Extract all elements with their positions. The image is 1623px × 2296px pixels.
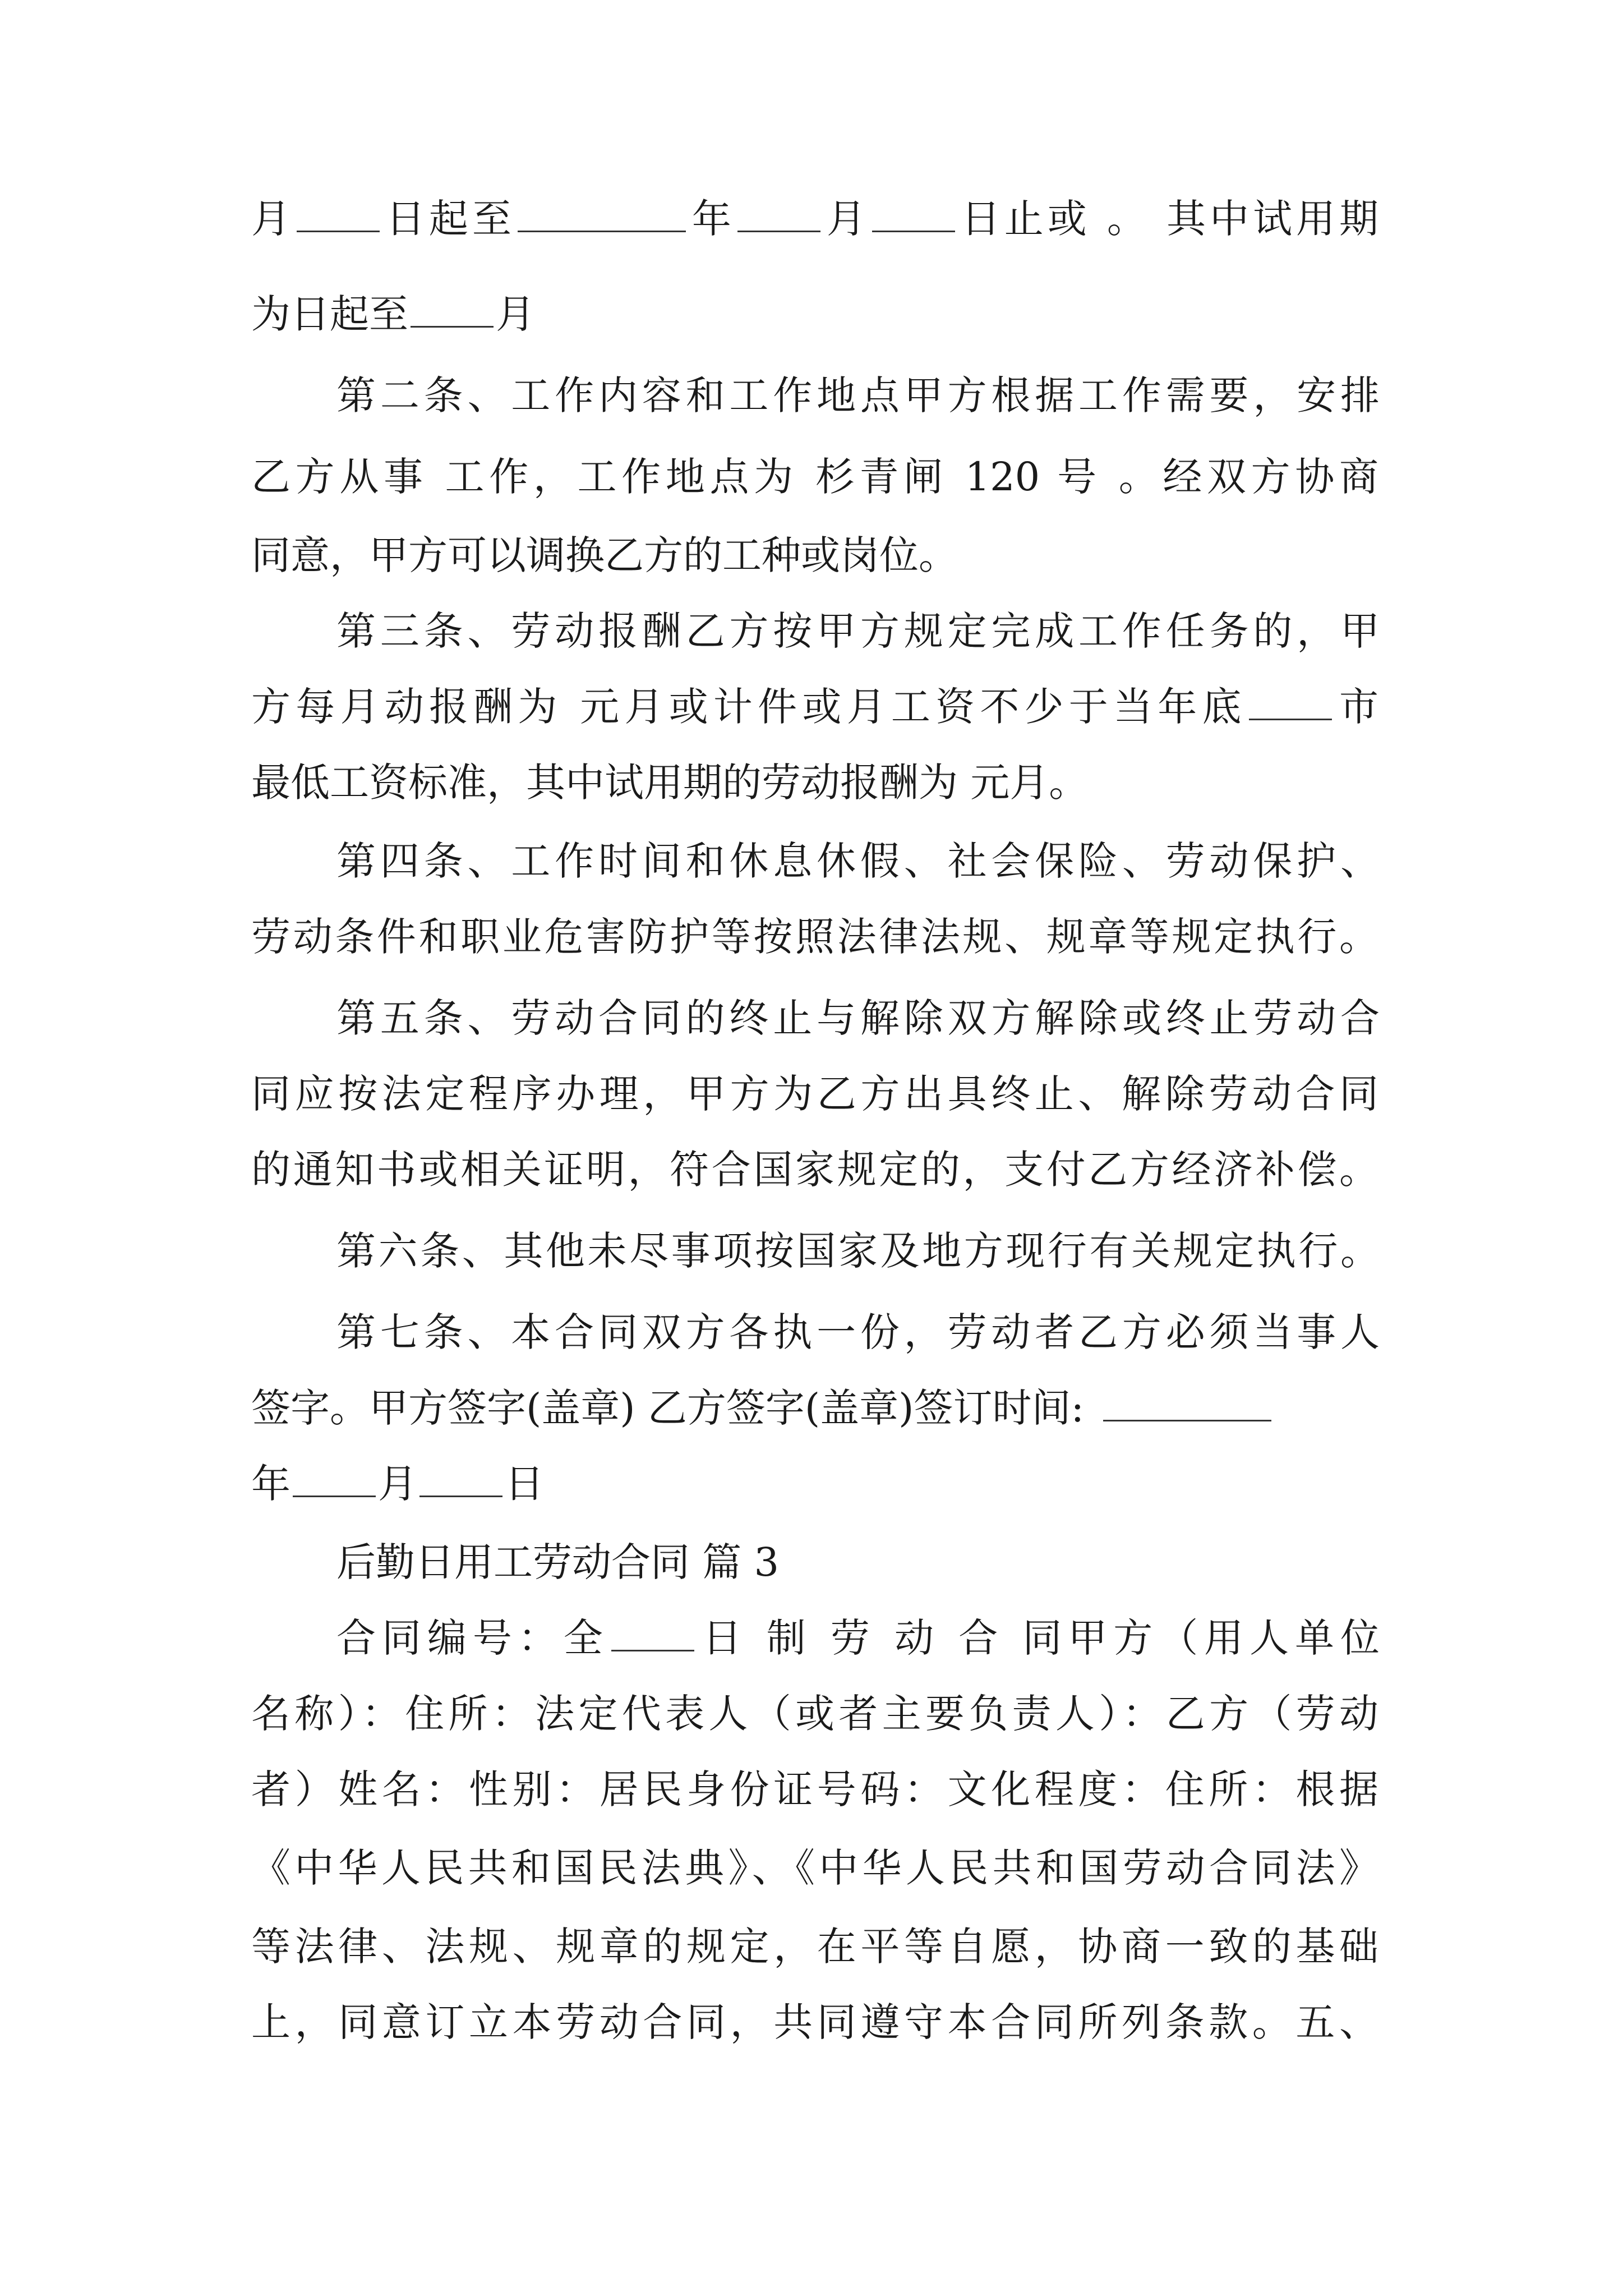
text-segment: 月 <box>496 291 535 337</box>
clause-heading: 第三条、劳动报酬乙方按甲方规定完成工作任务的，甲 <box>336 608 1380 654</box>
text-segment: 日 制 劳 动 合 同甲方（用人单位 <box>696 1615 1380 1661</box>
fill-blank <box>297 196 380 232</box>
clause-heading: 第六条、其他未尽事项按国家及地方现行有关规定执行。 <box>336 1228 1380 1274</box>
text-line: 的通知书或相关证明，符合国家规定的，支付乙方经济补偿。 <box>251 1147 1378 1193</box>
fill-blank <box>1103 1385 1271 1421</box>
clause-heading: 第二条、工作内容和工作地点甲方根据工作需要，安排 <box>336 372 1380 418</box>
text-line: 劳动条件和职业危害防护等按照法律法规、规章等规定执行。 <box>251 914 1378 960</box>
clause-heading: 第四条、工作时间和休息休假、社会保险、劳动保护、 <box>336 838 1380 884</box>
text-segment: 为日起至 <box>251 291 408 337</box>
text-segment: 签字。甲方签字(盖章) 乙方签字(盖章)签订时间: <box>251 1385 1085 1431</box>
fill-blank <box>611 1615 694 1651</box>
text-segment: 年 <box>688 196 735 242</box>
text-segment: 合同编号：全 <box>336 1615 609 1661</box>
text-segment: 方每月动报酬为 元月或计件或月工资不少于当年底 <box>251 684 1247 730</box>
text-line: 《中华人民共和国民法典》、《中华人民共和国劳动合同法》 <box>251 1845 1378 1891</box>
text-segment: 日起至 <box>381 196 515 242</box>
text-line: 同应按法定程序办理，甲方为乙方出具终止、解除劳动合同 <box>251 1071 1378 1117</box>
text-segment: 市 <box>1334 684 1379 730</box>
fill-blank <box>872 196 955 232</box>
section-title: 后勤日用工劳动合同 篇 3 <box>336 1539 780 1585</box>
text-line <box>251 191 1378 247</box>
text-segment: 月 <box>251 196 294 242</box>
text-line <box>251 1380 1378 1436</box>
text-line: 者）姓名：性别：居民身份证号码：文化程度：住所：根据 <box>251 1766 1378 1812</box>
text-segment: 月 <box>378 1461 417 1507</box>
text-line: 最低工资标准，其中试用期的劳动报酬为 元月。 <box>251 760 1089 806</box>
text-line: 上，同意订立本劳动合同，共同遵守本合同所列条款。五、 <box>251 1999 1378 2045</box>
text-segment: 日 <box>505 1461 544 1507</box>
text-segment: 年 <box>251 1461 291 1507</box>
text-segment: 月 <box>822 196 870 242</box>
text-line <box>251 286 1378 342</box>
fill-blank <box>518 196 686 232</box>
text-line <box>336 1610 1380 1666</box>
text-line <box>251 679 1378 735</box>
text-segment: 日止或 。 其中试用期 <box>957 196 1379 242</box>
fill-blank <box>411 291 494 328</box>
text-line <box>251 1456 1378 1512</box>
text-line: 名称）：住所：法定代表人（或者主要负责人）：乙方（劳动 <box>251 1691 1378 1737</box>
fill-blank <box>1249 684 1332 720</box>
fill-blank <box>419 1461 502 1497</box>
text-line: 同意，甲方可以调换乙方的工种或岗位。 <box>251 532 958 578</box>
clause-heading: 第五条、劳动合同的终止与解除双方解除或终止劳动合 <box>336 995 1380 1041</box>
fill-blank <box>293 1461 376 1497</box>
fill-blank <box>737 196 820 232</box>
text-line: 等法律、法规、规章的规定，在平等自愿，协商一致的基础 <box>251 1924 1378 1970</box>
text-line: 乙方从事 工作，工作地点为 杉青闸 120 号 。经双方协商 <box>251 454 1378 500</box>
clause-heading: 第七条、本合同双方各执一份，劳动者乙方必须当事人 <box>336 1309 1380 1355</box>
